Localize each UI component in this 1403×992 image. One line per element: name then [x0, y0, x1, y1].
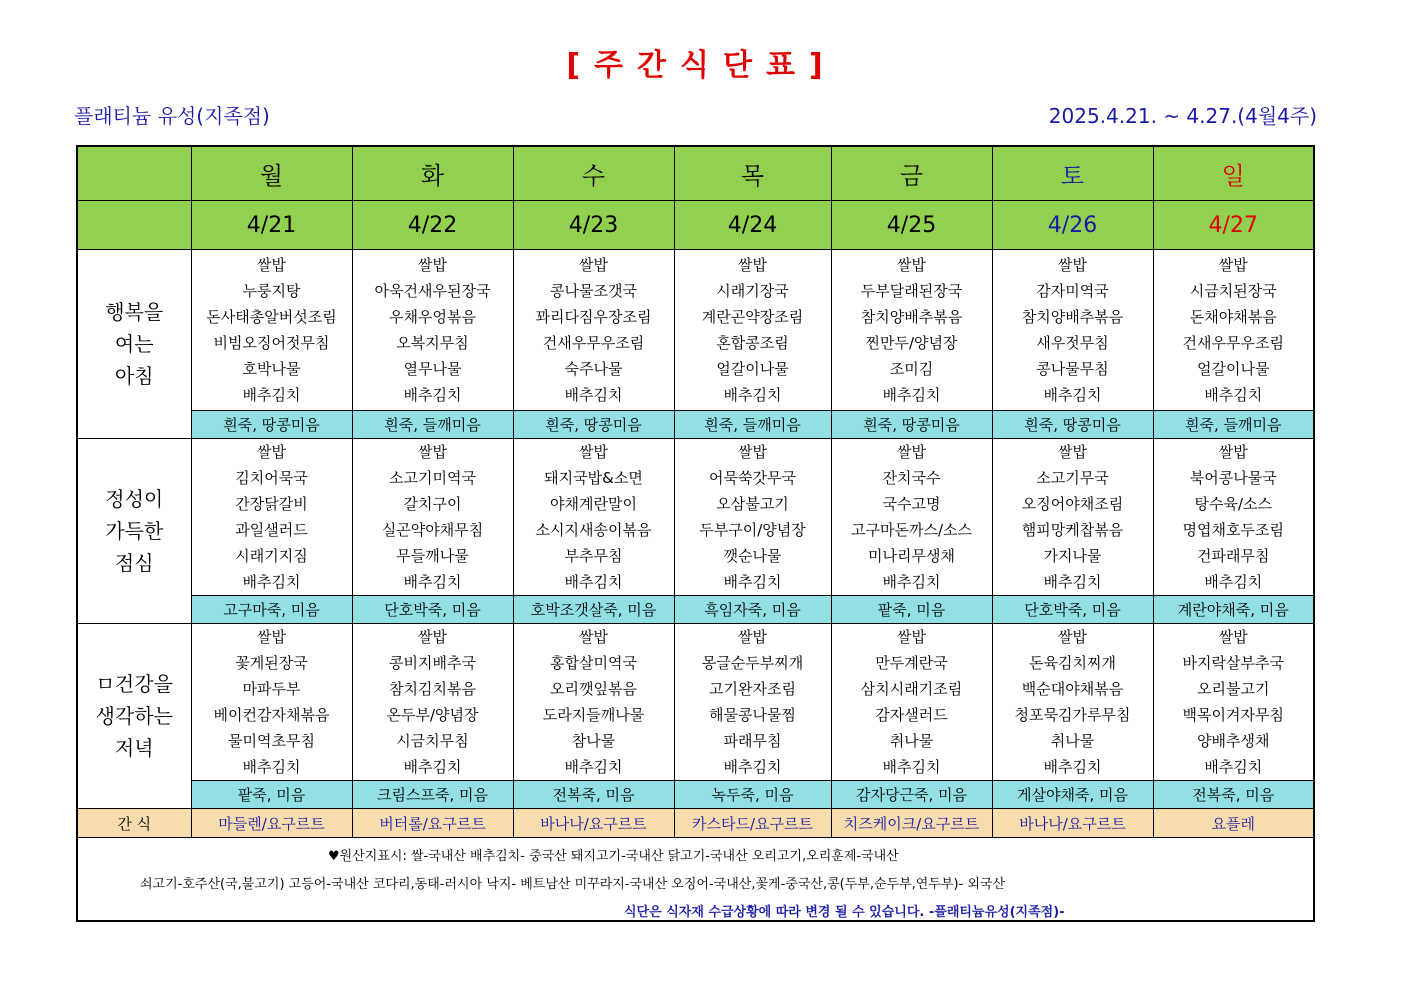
origin-notice	[77, 838, 1314, 922]
menu-item: 쌀밥	[257, 443, 286, 461]
menu-item: 오리깻잎볶음	[550, 680, 637, 698]
porridge-cell: 흑임자죽, 미음	[674, 596, 831, 624]
menu-item: 얼갈이나물	[1197, 360, 1270, 378]
porridge-cell: 흰죽, 들깨미음	[352, 411, 513, 439]
menu-item: 배추김치	[403, 386, 462, 404]
dinner-menu-cell	[1153, 624, 1314, 781]
menu-item: 건파래무침	[1197, 547, 1270, 565]
day-thu: 목	[674, 146, 831, 201]
menu-item: 쌀밥	[738, 256, 767, 274]
menu-item: 시래기장국	[716, 282, 789, 300]
dinner-label-line: 생각하는	[95, 704, 173, 728]
menu-item: 명엽채호두조림	[1182, 521, 1284, 539]
menu-item: 바지락살부추국	[1182, 654, 1284, 672]
menu-item: 쌀밥	[1058, 443, 1087, 461]
menu-item: 돼지국밥&소면	[544, 469, 643, 487]
menu-item: 물미역초무침	[228, 732, 315, 750]
menu-item: 쌀밥	[897, 443, 926, 461]
menu-item: 배추김치	[723, 573, 782, 591]
menu-item: 파래무침	[723, 732, 782, 750]
menu-item: 오삼불고기	[716, 495, 789, 513]
page-title: [주간식단표]	[566, 48, 837, 83]
breakfast-menu-cell	[352, 250, 513, 411]
dinner-menu-cell	[831, 624, 992, 781]
menu-item: 참치양배추볶음	[1021, 308, 1124, 326]
lunch-menu-cell	[513, 439, 674, 596]
snack-cell: 요플레	[1153, 809, 1314, 838]
breakfast-menu-cell	[831, 250, 992, 411]
breakfast-menu-cell	[1153, 250, 1314, 411]
origin-line: ♥원산지표시: 쌀-국내산 배추김치- 중국산 돼지고기-국내산 닭고기-국내산 오리고기,오리훈제-국내산	[328, 849, 899, 864]
lunch-menu-cell	[992, 439, 1153, 596]
snack-cell: 치즈케이크/요구르트	[831, 809, 992, 838]
menu-item: 김치어묵국	[235, 469, 308, 487]
menu-item: 도라지들깨나물	[542, 706, 645, 724]
porridge-cell: 게살야채죽, 미음	[992, 781, 1153, 809]
menu-item: 배추김치	[1043, 758, 1102, 776]
porridge-cell: 단호박죽, 미음	[352, 596, 513, 624]
day-sat: 토	[992, 146, 1153, 201]
day-mon: 월	[191, 146, 352, 201]
dinner-row	[77, 624, 1314, 781]
origin-line: 쇠고기-호주산(국,불고기) 고등어-국내산 코다리,동태-러시아 낙지- 베트남산 미꾸라지-국내산 오징어-국내산,꽃게-중국산,콩(두부,순두부,연두부)- 외국산	[140, 877, 1006, 892]
corner-cell	[77, 201, 191, 250]
menu-item: 계란곤약장조림	[701, 308, 804, 326]
lunch-label-line: 정성이	[105, 487, 164, 511]
menu-item: 실곤약야채무침	[381, 521, 484, 539]
menu-item: 만두계란국	[875, 654, 948, 672]
menu-item: 베이컨감자채볶음	[213, 706, 330, 724]
menu-item: 국수고명	[882, 495, 941, 513]
menu-item: 참치양배추볶음	[860, 308, 963, 326]
menu-item: 오복지무침	[396, 334, 469, 352]
menu-item: 몽글순두부찌개	[701, 654, 804, 672]
menu-item: 간장닭갈비	[235, 495, 308, 513]
menu-item: 콩나물무침	[1036, 360, 1109, 378]
menu-item: 누룽지탕	[242, 282, 301, 300]
day-header-row	[77, 146, 1314, 201]
facility-name: 플래티늄 유성(지족점)	[74, 104, 270, 128]
corner-cell	[77, 146, 191, 201]
lunch-label-line: 점심	[114, 551, 154, 575]
snack-label: 간 식	[77, 809, 191, 838]
menu-item: 배추김치	[1043, 386, 1102, 404]
menu-item: 감자미역국	[1036, 282, 1109, 300]
menu-item: 조미김	[889, 360, 934, 378]
day-sun: 일	[1153, 146, 1314, 201]
menu-item: 미나리무생채	[868, 547, 955, 565]
menu-item: 쌀밥	[418, 256, 447, 274]
menu-item: 참나물	[571, 732, 616, 750]
menu-item: 삼치시래기조림	[860, 680, 963, 698]
menu-item: 배추김치	[1204, 386, 1263, 404]
lunch-menu-cell	[831, 439, 992, 596]
snack-cell: 마들렌/요구르트	[191, 809, 352, 838]
snack-cell: 바나나/요구르트	[992, 809, 1153, 838]
menu-item: 쌀밥	[897, 628, 926, 646]
breakfast-menu-cell	[674, 250, 831, 411]
menu-item: 콩나물조갯국	[550, 282, 637, 300]
menu-item: 배추김치	[723, 386, 782, 404]
date-fri: 4/25	[831, 201, 992, 250]
menu-item: 배추김치	[242, 758, 301, 776]
dinner-label-line: ㅁ건강을	[95, 672, 173, 696]
menu-item: 오징어야채조림	[1021, 495, 1124, 513]
menu-item: 쌀밥	[257, 256, 286, 274]
breakfast-label-line: 아침	[114, 364, 154, 388]
porridge-cell: 계란야채죽, 미음	[1153, 596, 1314, 624]
origin-row	[77, 838, 1314, 922]
porridge-cell: 고구마죽, 미음	[191, 596, 352, 624]
breakfast-menu-cell	[513, 250, 674, 411]
menu-item: 배추김치	[882, 758, 941, 776]
porridge-cell: 팥죽, 미음	[831, 596, 992, 624]
menu-item: 배추김치	[1204, 573, 1263, 591]
menu-item: 백순대야채볶음	[1021, 680, 1124, 698]
menu-item: 우채우엉볶음	[389, 308, 476, 326]
date-sun: 4/27	[1153, 201, 1314, 250]
menu-item: 소고기무국	[1036, 469, 1109, 487]
porridge-cell: 단호박죽, 미음	[992, 596, 1153, 624]
menu-item: 돈육김치찌개	[1029, 654, 1116, 672]
menu-item: 감자샐러드	[875, 706, 948, 724]
menu-item: 두부구이/양념장	[699, 521, 806, 539]
menu-item: 고기완자조림	[709, 680, 796, 698]
menu-item: 쌀밥	[738, 443, 767, 461]
menu-item: 콩비지배추국	[389, 654, 476, 672]
menu-item: 호박나물	[242, 360, 301, 378]
menu-item: 배추김치	[403, 758, 462, 776]
menu-item: 부추무침	[564, 547, 623, 565]
menu-item: 배추김치	[403, 573, 462, 591]
menu-item: 쌀밥	[1218, 256, 1248, 274]
porridge-cell: 흰죽, 땅콩미음	[513, 411, 674, 439]
menu-period: 2025.4.21. ~ 4.27.(4월4주)	[1048, 104, 1317, 128]
dinner-menu-cell	[352, 624, 513, 781]
menu-item: 쌀밥	[897, 256, 926, 274]
menu-item: 가지나물	[1043, 547, 1102, 565]
menu-item: 쌀밥	[1218, 443, 1248, 461]
menu-item: 얼갈이나물	[716, 360, 789, 378]
menu-item: 청포묵김가루무침	[1014, 706, 1131, 724]
menu-item: 건새우무우조림	[542, 334, 645, 352]
menu-item: 배추김치	[564, 573, 623, 591]
date-sat: 4/26	[992, 201, 1153, 250]
menu-item: 쌀밥	[257, 628, 286, 646]
porridge-cell: 팥죽, 미음	[191, 781, 352, 809]
breakfast-menu-cell	[191, 250, 352, 411]
menu-item: 새우젓무침	[1036, 334, 1109, 352]
breakfast-menu-cell	[992, 250, 1153, 411]
menu-item: 해물콩나물찜	[709, 706, 796, 724]
menu-item: 찐만두/양념장	[865, 334, 958, 352]
menu-item: 과일샐러드	[235, 521, 308, 539]
breakfast-porridge-row	[77, 411, 1314, 439]
menu-item: 홍합살미역국	[550, 654, 637, 672]
menu-item: 배추김치	[882, 573, 941, 591]
lunch-menu-cell	[1153, 439, 1314, 596]
menu-item: 고구마돈까스/소스	[851, 521, 972, 539]
porridge-cell: 감자당근죽, 미음	[831, 781, 992, 809]
menu-item: 잔치국수	[882, 469, 941, 487]
menu-item: 건새우무우조림	[1182, 334, 1284, 352]
menu-item: 배추김치	[564, 386, 623, 404]
menu-item: 햄피망케찹볶음	[1021, 521, 1124, 539]
snack-cell: 버터롤/요구르트	[352, 809, 513, 838]
porridge-cell: 전복죽, 미음	[1153, 781, 1314, 809]
lunch-label-line: 가득한	[105, 519, 164, 543]
porridge-cell: 흰죽, 땅콩미음	[831, 411, 992, 439]
menu-item: 쌀밥	[579, 628, 608, 646]
menu-item: 배추김치	[1204, 758, 1263, 776]
lunch-menu-cell	[674, 439, 831, 596]
lunch-menu-cell	[191, 439, 352, 596]
menu-item: 쌀밥	[1218, 628, 1248, 646]
menu-item: 열무나물	[403, 360, 462, 378]
porridge-cell: 흰죽, 땅콩미음	[992, 411, 1153, 439]
menu-item: 쌀밥	[738, 628, 767, 646]
menu-item: 배추김치	[242, 573, 301, 591]
menu-item: 시금치무침	[396, 732, 469, 750]
menu-item: 배추김치	[723, 758, 782, 776]
porridge-cell: 흰죽, 땅콩미음	[191, 411, 352, 439]
breakfast-label-line: 여는	[114, 332, 154, 356]
date-wed: 4/23	[513, 201, 674, 250]
menu-item: 배추김치	[1043, 573, 1102, 591]
porridge-cell: 흰죽, 들깨미음	[674, 411, 831, 439]
menu-item: 소고기미역국	[389, 469, 476, 487]
menu-item: 쌀밥	[579, 443, 608, 461]
lunch-porridge-row	[77, 596, 1314, 624]
menu-item: 취나물	[1050, 732, 1095, 750]
menu-item: 꽈리다짐우장조림	[535, 308, 652, 326]
menu-item: 야채계란말이	[550, 495, 637, 513]
menu-item: 시금치된장국	[1189, 282, 1277, 300]
date-tue: 4/22	[352, 201, 513, 250]
date-header-row	[77, 201, 1314, 250]
porridge-cell: 녹두죽, 미음	[674, 781, 831, 809]
menu-item: 쌀밥	[418, 628, 447, 646]
day-fri: 금	[831, 146, 992, 201]
lunch-label	[77, 439, 191, 624]
menu-item: 양배추생채	[1197, 732, 1270, 750]
dinner-label-line: 저녁	[114, 736, 154, 760]
dinner-menu-cell	[191, 624, 352, 781]
snack-cell: 바나나/요구르트	[513, 809, 674, 838]
breakfast-label-line: 행복을	[105, 300, 164, 324]
dinner-menu-cell	[674, 624, 831, 781]
menu-item: 갈치구이	[403, 495, 462, 513]
menu-item: 혼합콩조림	[716, 334, 789, 352]
menu-item: 마파두부	[242, 680, 301, 698]
dinner-menu-cell	[513, 624, 674, 781]
dinner-porridge-row	[77, 781, 1314, 809]
menu-item: 아욱건새우된장국	[374, 282, 491, 300]
menu-item: 돈채야채볶음	[1189, 308, 1277, 326]
menu-item: 쌀밥	[1058, 628, 1087, 646]
snack-cell: 카스타드/요구르트	[674, 809, 831, 838]
menu-item: 꽃게된장국	[235, 654, 308, 672]
menu-change-notice: 식단은 식자재 수급상황에 따라 변경 될 수 있습니다. -플래티늄유성(지족점)-	[624, 905, 1065, 920]
date-mon: 4/21	[191, 201, 352, 250]
lunch-row	[77, 439, 1314, 596]
date-thu: 4/24	[674, 201, 831, 250]
menu-item: 무들깨나물	[396, 547, 469, 565]
dinner-label	[77, 624, 191, 809]
porridge-cell: 크림스프죽, 미음	[352, 781, 513, 809]
porridge-cell: 호박조갯살죽, 미음	[513, 596, 674, 624]
day-tue: 화	[352, 146, 513, 201]
menu-item: 오리불고기	[1197, 680, 1270, 698]
menu-item: 배추김치	[242, 386, 301, 404]
breakfast-label	[77, 250, 191, 439]
menu-item: 백목이겨자무침	[1182, 706, 1284, 724]
menu-item: 쌀밥	[1058, 256, 1087, 274]
menu-item: 숙주나물	[564, 360, 623, 378]
snack-row	[77, 809, 1314, 838]
porridge-cell: 전복죽, 미음	[513, 781, 674, 809]
menu-item: 쌀밥	[579, 256, 608, 274]
day-wed: 수	[513, 146, 674, 201]
menu-item: 쌀밥	[418, 443, 447, 461]
menu-item: 취나물	[889, 732, 934, 750]
menu-item: 깻순나물	[723, 547, 782, 565]
lunch-menu-cell	[352, 439, 513, 596]
breakfast-row	[77, 250, 1314, 411]
menu-item: 두부달래된장국	[860, 282, 963, 300]
menu-item: 북어콩나물국	[1189, 469, 1277, 487]
menu-item: 배추김치	[882, 386, 941, 404]
menu-item: 탕수육/소스	[1194, 495, 1272, 513]
weekly-menu-table	[76, 145, 1315, 922]
menu-item: 어묵쑥갓무국	[709, 469, 796, 487]
menu-item: 돈사태총알버섯조림	[206, 308, 337, 326]
menu-item: 온두부/양념장	[386, 706, 479, 724]
menu-item: 소시지새송이볶음	[535, 521, 652, 539]
dinner-menu-cell	[992, 624, 1153, 781]
menu-item: 비빔오징어젓무침	[213, 334, 330, 352]
menu-item: 시래기지짐	[235, 547, 308, 565]
porridge-cell: 흰죽, 들깨미음	[1153, 411, 1314, 439]
menu-item: 참치김치볶음	[389, 680, 476, 698]
menu-item: 배추김치	[564, 758, 623, 776]
